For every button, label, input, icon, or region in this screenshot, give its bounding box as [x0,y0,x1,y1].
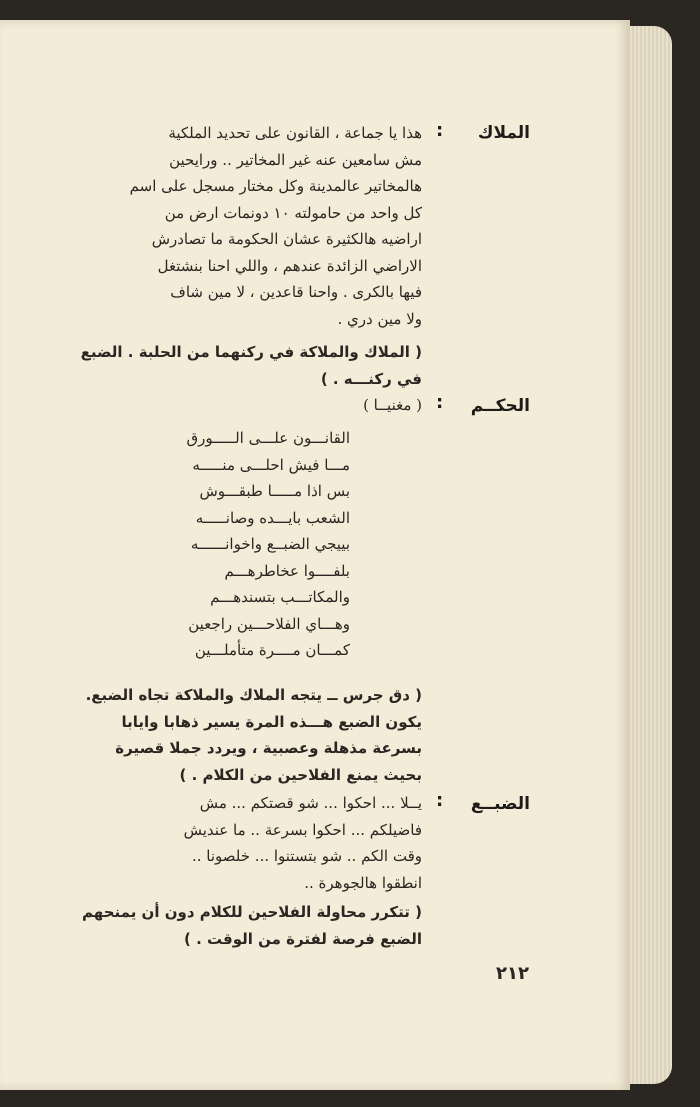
speech-line: فاضيلكم ... احكوا بسرعة .. ما عنديش [183,820,422,839]
verse-line: بس اذا مـــــا طبقـــوش [199,482,350,500]
speech-line: كل واحد من حامولته ١٠ دونمات ارض من [164,203,422,222]
direction-line: بحيث يمنع الفلاحين من الكلام . ) [179,765,422,784]
speaker-colon: : [436,790,444,811]
verse-line: مـــا فيش احلـــى منـــــه [192,455,350,474]
verse-line: القانـــون علـــى الـــــورق [186,429,350,447]
direction-line: الضبع فرصة لفترة من الوقت . ) [184,929,422,948]
speech-block [130,120,422,332]
speaker-label: الضبــع [470,794,530,814]
verse-line: وهـــاي الفلاحـــين راجعين [188,614,350,633]
speech-line: مش سامعين عنه غير المخاتير .. ورايحين [169,150,422,169]
direction-line: يكون الضبع هـــذه المرة يسير ذهابا وايابا [121,712,422,731]
speech-line: وقت الكم .. شو بتستنوا ... خلصونا .. [191,847,422,865]
speech-line: انطقوا هالجوهرة .. [304,873,422,892]
verse-line: بييجي الضبــع واخوانــــــه [190,535,350,553]
stage-direction [82,899,422,952]
speech-line: ( مغنيــا ) [363,396,422,414]
verse-line: والمكاتـــب بتسندهـــم [210,588,350,606]
speech-line: يــلا ... احكوا ... شو قصتكم ... مش [199,794,422,812]
speech-line: فيها بالكرى . واحنا قاعدين ، لا مين شاف [170,283,422,301]
verse-line: الشعب بايـــده وصانـــــه [195,508,350,527]
song-verse [187,425,351,664]
verse-line: بلفــــوا عخاطرهـــم [224,561,350,580]
direction-line: ( الملاك والملاكة في ركنهما من الحلبة . الضبع [80,343,422,361]
verse-line: كمـــان مــــرة متأملـــين [194,641,350,659]
page-edge-stack [630,26,672,1084]
speaker-colon: : [436,392,444,413]
speech-block [184,790,422,896]
speech-line: اراضيه هالكثيرة عشان الحكومة ما تصادرش [151,230,422,248]
speaker-label: الحكــم [470,396,530,416]
speech-block [363,392,422,419]
stage-direction [81,339,422,392]
speech-line: هالمخاتير عالمدينة وكل مختار مسجل على اسم [129,177,422,195]
speech-line: ولا مين دري . [337,309,422,328]
direction-line: ( دق جرس ــ يتجه الملاك والملاكة تجاه الضبع. [85,686,422,704]
speaker-colon: : [436,120,444,141]
page-number: ٢١٢ [496,963,529,984]
direction-line: ( تتكرر محاولة الفلاحين للكلام دون أن يمنحهم [82,903,422,921]
speech-line: هذا يا جماعة ، القانون على تحديد الملكية [168,124,422,142]
speech-line: الاراضي الزائدة عندهم ، واللي احنا بنشتغل [157,256,422,275]
direction-line: في ركنـــه . ) [320,369,422,388]
speaker-label: الملاك [477,123,530,143]
stage-direction [86,682,422,788]
direction-line: بسرعة مذهلة وعصبية ، ويردد جملا قصيرة [115,739,422,757]
